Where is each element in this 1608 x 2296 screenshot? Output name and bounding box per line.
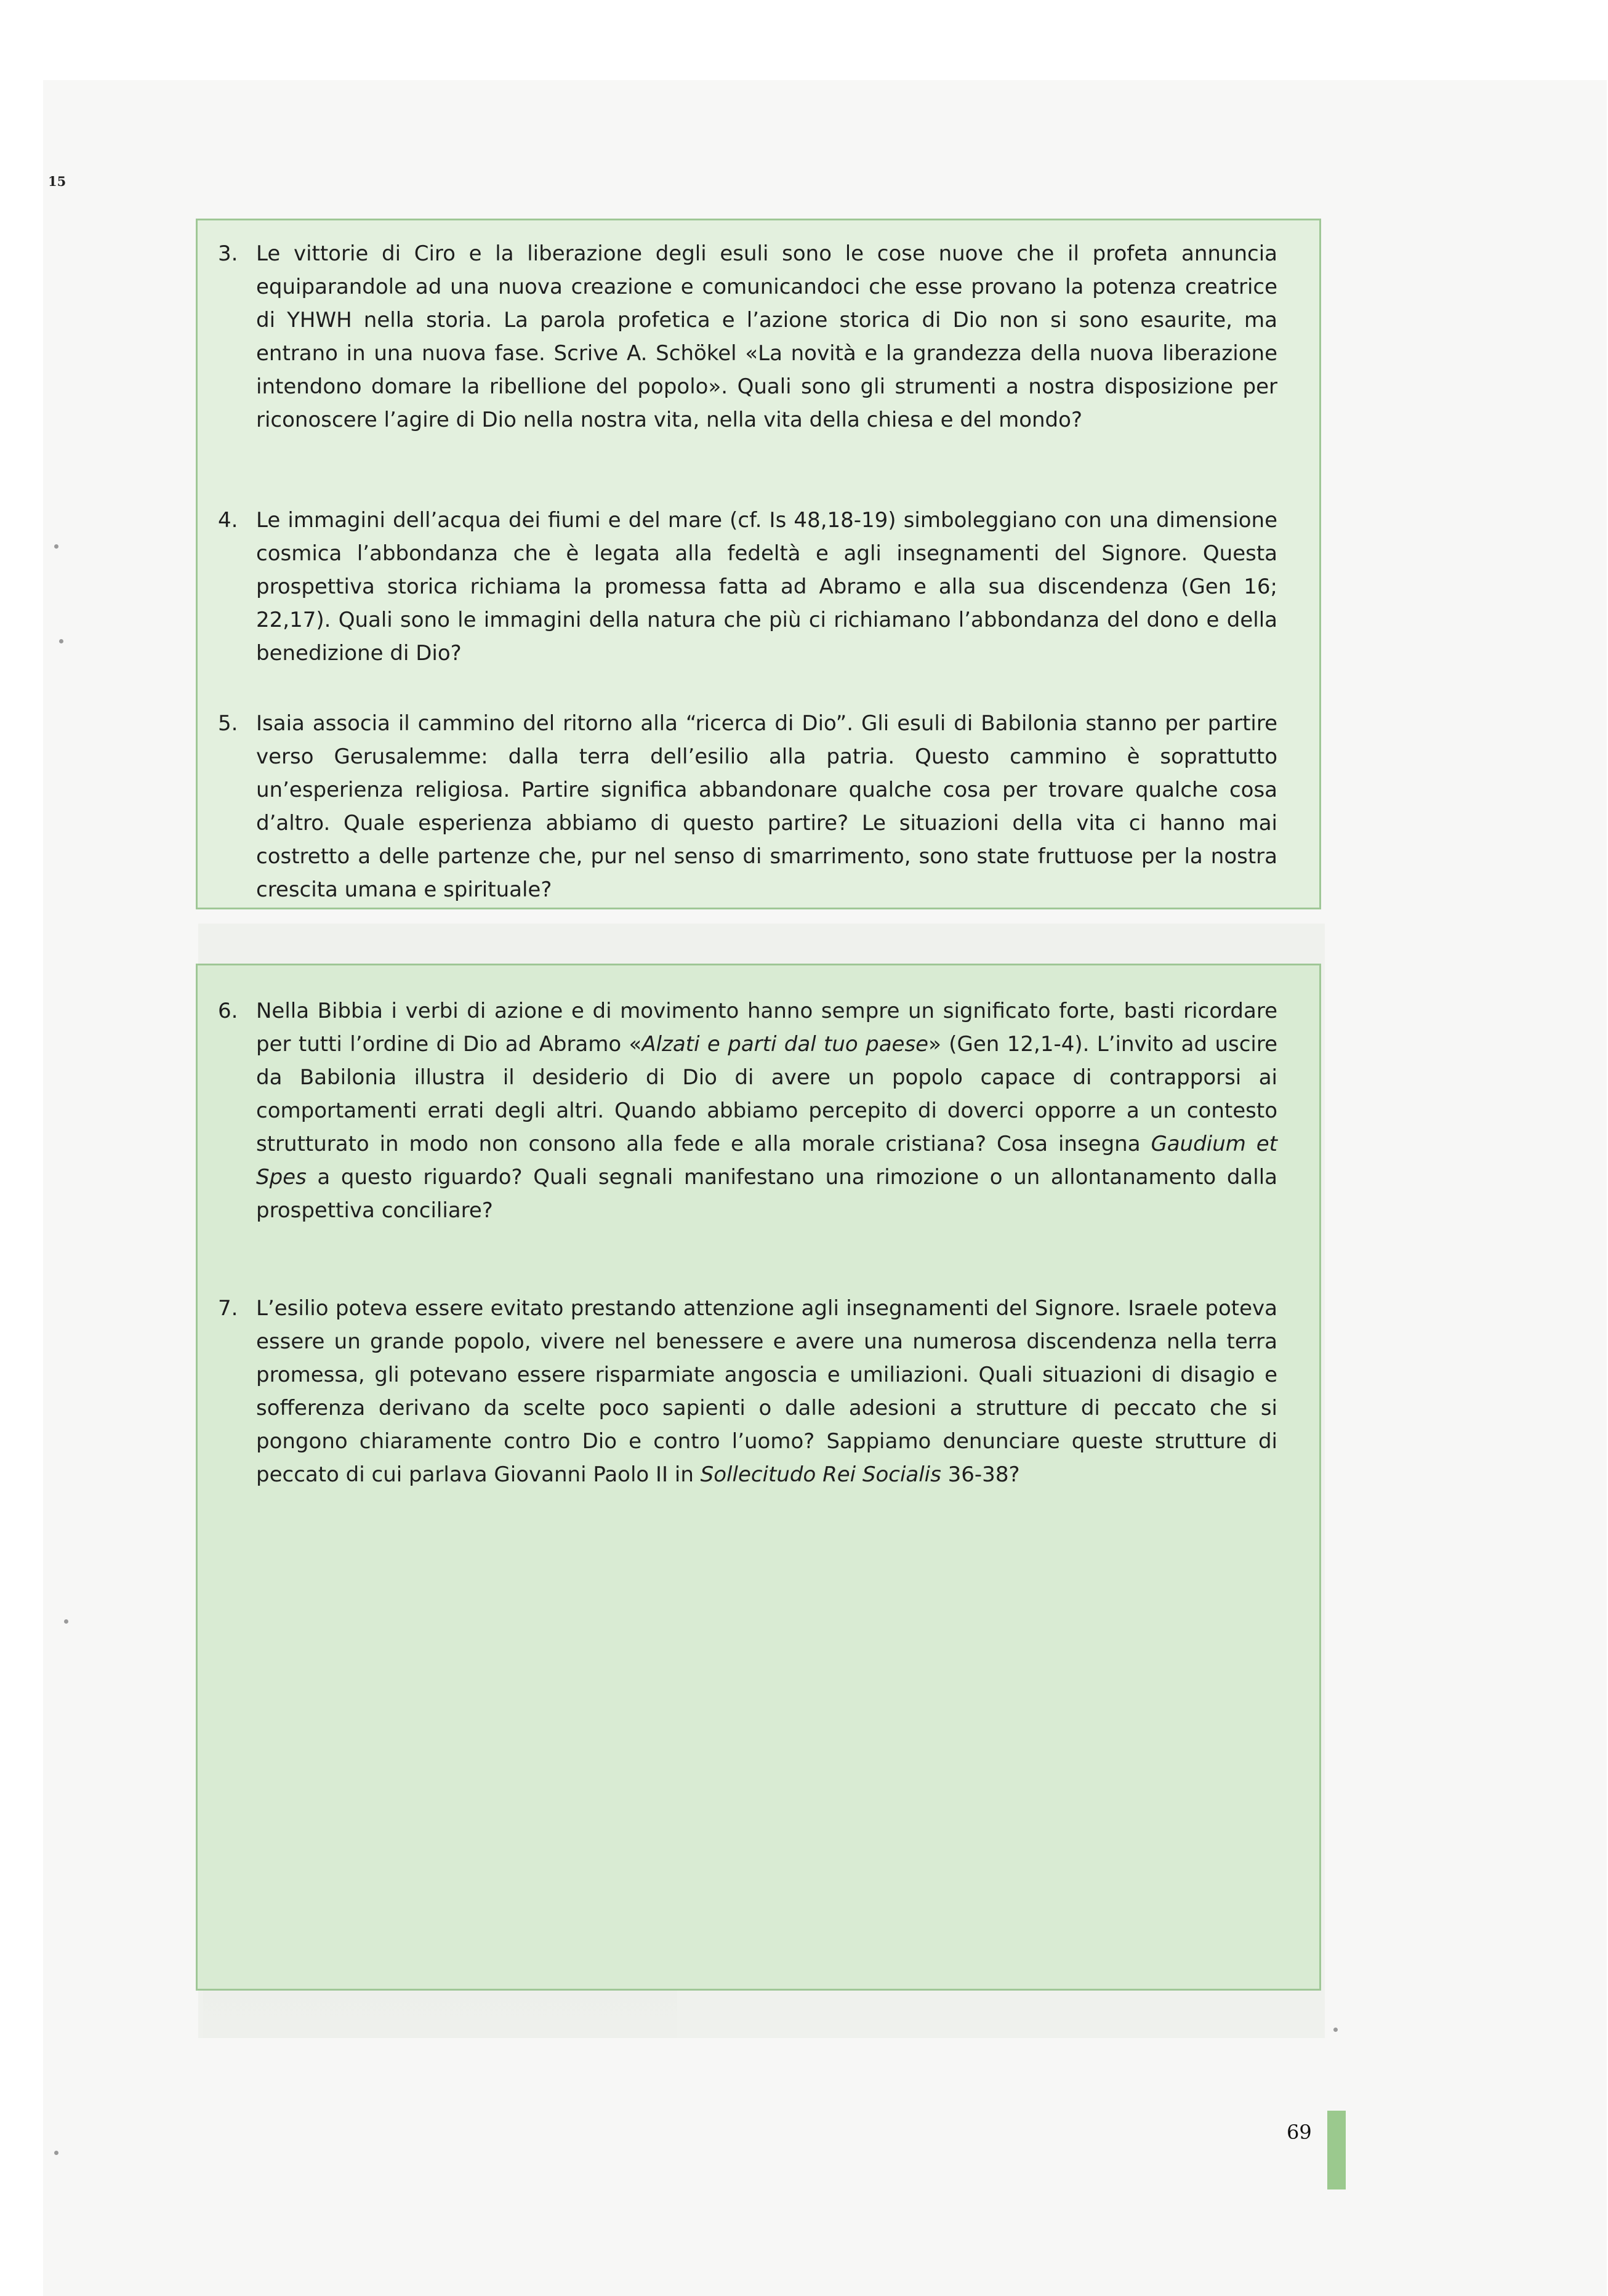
- question-number: 6.: [218, 999, 238, 1023]
- question-text-part: a questo riguardo? Quali segnali manifestano una rimozione o un allontanamento dalla prospettiva conciliare?: [256, 1165, 1277, 1223]
- page-number: 69: [1287, 2121, 1312, 2144]
- question-text-part: L’esilio poteva essere evitato prestando attenzione agli insegnamenti del Signore. Israele poteva essere un grande popolo, vivere nel benessere e avere una numerosa discendenza nella terra promessa, gli potevano essere risparmiate angoscia e umiliazioni. Quali situazioni di disagio e sofferenza derivano da scelte poco sapienti o dalle adesioni a strutture di peccato che si pongono chiaramente contro Dio e contro l’uomo? Sappiamo denunciare queste strutture di peccato di cui parlava Giovanni Paolo II in: [256, 1296, 1277, 1487]
- question-number: 5.: [218, 711, 238, 736]
- folio-number: 15: [48, 174, 66, 189]
- question-number: 7.: [218, 1296, 238, 1321]
- question-7: [198, 1292, 1319, 1491]
- scan-speck: [59, 639, 63, 643]
- quoted-title: Alzati e parti dal tuo paese: [641, 1032, 929, 1057]
- document-title: Gaudium et Spes: [256, 1132, 1277, 1190]
- question-text: [256, 1292, 1277, 1491]
- question-4: [198, 504, 1319, 670]
- question-text: Le vittorie di Ciro e la liberazione degli esuli sono le cose nuove che il profeta annuncia equiparandole ad una nuova creazione e comunicandoci che esse provano la potenza creatrice di YHWH nella storia. La parola profetica e l’azione storica di Dio non si sono esaurite, ma entrano in una nuova fase. Scrive A. Schökel «La novità e la grandezza della nuova liberazione intendono domare la ribellione del popolo». Quali sono gli strumenti a nostra disposizione per riconoscere l’agire di Dio nella nostra vita, nella vita della chiesa e del mondo?: [256, 241, 1277, 432]
- scan-speck: [54, 544, 58, 549]
- question-text-part: Nella Bibbia i verbi di azione e di movimento hanno sempre un significato forte, basti ricordare per tutti l’ordine di Dio ad Abramo «: [256, 999, 1277, 1057]
- question-text-part: 36-38?: [941, 1462, 1020, 1487]
- question-text: Isaia associa il cammino del ritorno alla “ricerca di Dio”. Gli esuli di Babilonia stanno per partire verso Gerusalemme: dalla terra dell’esilio alla patria. Questo cammino è soprattutto un’esperienza religiosa. Partire significa abbandonare qualche cosa per trovare qualche cosa d’altro. Quale esperienza abbiamo di questo partire? Le situazioni della vita ci hanno mai costretto a delle partenze che, pur nel senso di smarrimento, sono state fruttuose per la nostra crescita umana e spirituale?: [256, 711, 1277, 902]
- document-title: Sollecitudo Rei Socialis: [700, 1462, 941, 1487]
- question-number: 4.: [218, 508, 238, 533]
- question-text: [256, 994, 1277, 1227]
- question-number: 3.: [218, 241, 238, 266]
- question-6: [198, 994, 1319, 1227]
- question-text-part: » (Gen 12,1-4). L’invito ad uscire da Babilonia illustra il desiderio di Dio di avere un popolo capace di contrapporsi ai comportamenti errati degli altri. Quando abbiamo percepito di doverci opporre a un contesto strutturato in modo non consono alla fede e alla morale cristiana? Cosa insegna: [256, 1032, 1278, 1156]
- scan-speck: [54, 2151, 58, 2155]
- scan-speck: [64, 1619, 68, 1624]
- page-tab-marker: [1327, 2111, 1346, 2189]
- questions-box-2: [196, 964, 1321, 1991]
- question-text: Le immagini dell’acqua dei fiumi e del mare (cf. Is 48,18-19) simboleggiano con una dimensione cosmica l’abbondanza che è legata alla fedeltà e agli insegnamenti del Signore. Questa prospettiva storica richiama la promessa fatta ad Abramo e alla sua discendenza (Gen 16; 22,17). Quali sono le immagini della natura che più ci richiamano l’abbondanza del dono e della benedizione di Dio?: [256, 508, 1277, 666]
- scan-speck: [1333, 2028, 1338, 2032]
- questions-box-1: [196, 219, 1321, 909]
- question-5: [198, 707, 1319, 906]
- question-3: [198, 237, 1319, 437]
